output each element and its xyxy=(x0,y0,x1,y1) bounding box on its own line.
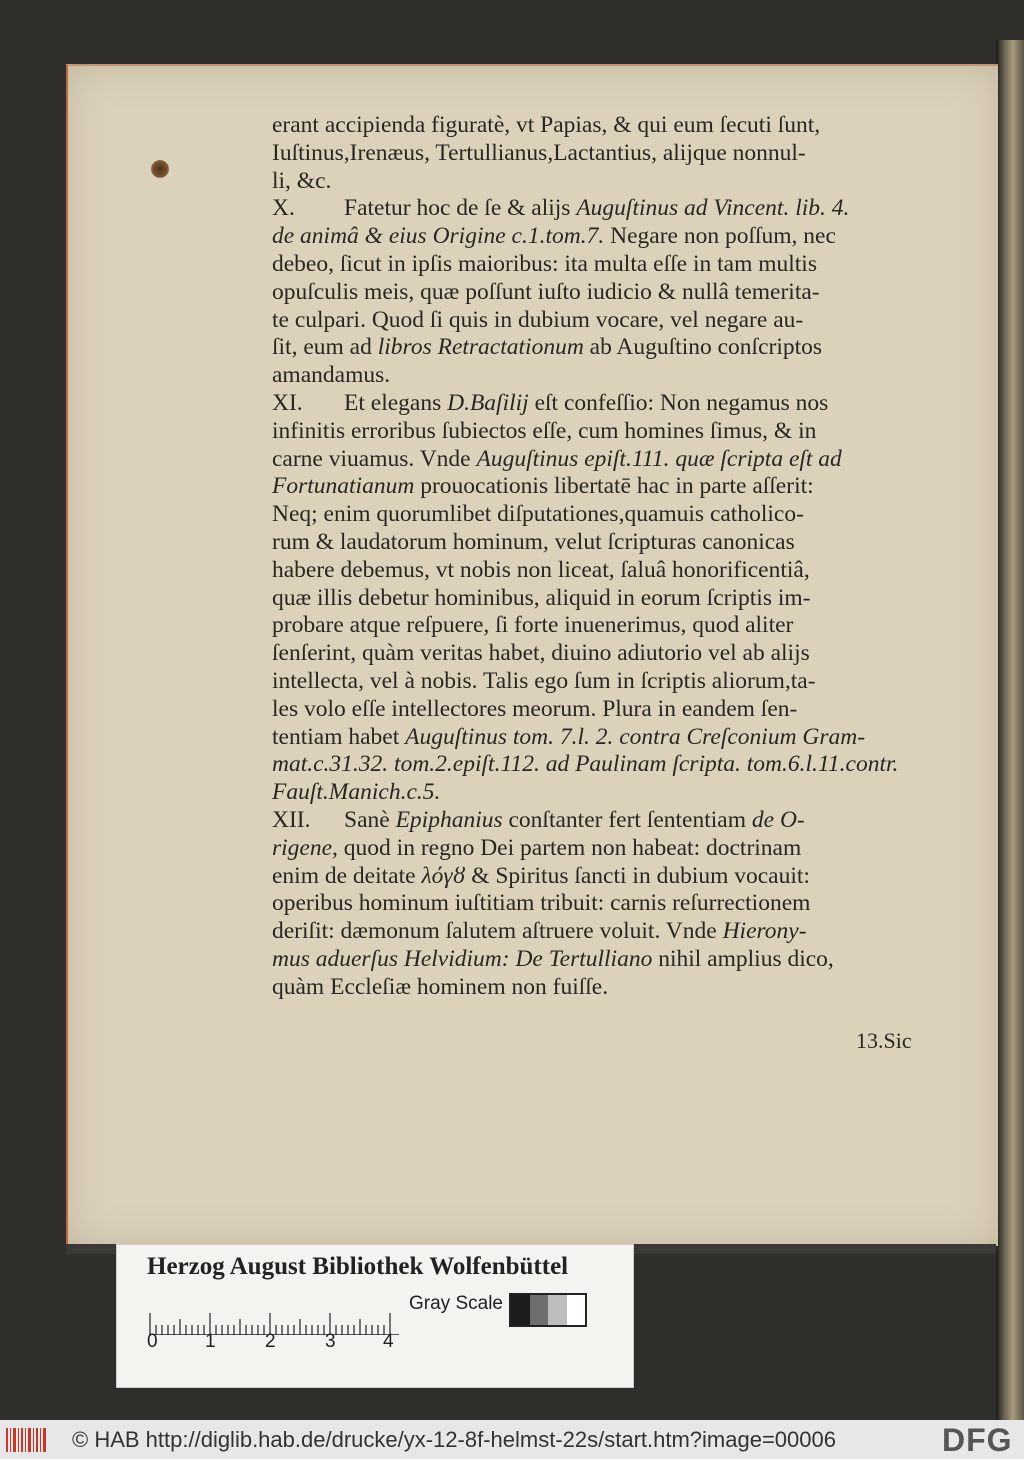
text-line xyxy=(272,946,922,974)
text-line: habere debemus, vt nobis non liceat, ſaluâ honorificentiâ, xyxy=(272,556,810,583)
text-span: conſtanter fert ſententiam xyxy=(502,806,752,833)
text-span: prouocationis libertatē hac in parte aſſerit: xyxy=(414,473,814,500)
text-span: deriſit: dæmonum ſalutem aſtruere voluit. Vnde xyxy=(272,918,723,945)
gray-scale-label: Gray Scale xyxy=(409,1293,503,1314)
text-line: amandamus. xyxy=(272,362,391,389)
italic-reference: D.Baſilij xyxy=(447,389,529,416)
catchword: 13.Sic xyxy=(856,1028,912,1053)
text-line xyxy=(272,863,922,891)
paragraph-number: XII. xyxy=(272,806,311,833)
text-line: operibus hominum iuſtitiam tribuit: carnis reſurrectionem xyxy=(272,890,811,917)
paragraph-xii-line xyxy=(272,807,922,835)
text-span: Negare non poſſum, nec xyxy=(604,223,836,250)
book-spine-edge xyxy=(996,40,1024,1420)
italic-reference: rigene, xyxy=(272,834,338,861)
text-line: Iuſtinus,Irenæus, Tertullianus,Lactantius, alijque nonnul- xyxy=(272,139,806,166)
ruler-number: 2 xyxy=(265,1331,276,1352)
text-line: les volo eſſe intellectores meorum. Plura in eandem ſen- xyxy=(272,695,798,722)
italic-reference: Auguſtinus epiſt.111. quæ ſcripta eſt ad xyxy=(476,445,842,472)
italic-reference: Epiphanius xyxy=(395,806,503,833)
text-line: debeo, ſicut in ipſis maioribus: ita multa eſſe in tam multis xyxy=(272,250,817,277)
text-line: ſenſerint, quàm veritas habet, diuino adiutorio vel ab alijs xyxy=(272,640,810,667)
text-line: erant accipienda figuratè, vt Papias, & qui eum ſecuti ſunt, xyxy=(272,112,821,138)
text-span: nihil amplius dico, xyxy=(652,945,834,972)
text-line: rum & laudatorum hominum, velut ſcripturas canonicas xyxy=(272,528,795,555)
text-line xyxy=(272,223,922,251)
ruler-number: 4 xyxy=(383,1331,394,1352)
text-line xyxy=(272,446,922,474)
source-url[interactable]: © HAB http://diglib.hab.de/drucke/yx-12-8f-helmst-22s/start.htm?image=00006 xyxy=(72,1427,836,1452)
paragraph-number: XI. xyxy=(272,389,303,416)
page-text xyxy=(272,112,922,1002)
text-line: probare atque reſpuere, ſi forte inuenerimus, quod aliter xyxy=(272,612,794,639)
text-line: li, &c. xyxy=(272,167,332,194)
text-span: tentiam habet xyxy=(272,723,406,750)
text-line xyxy=(272,334,922,362)
italic-reference: libros Retractationum xyxy=(377,334,584,361)
text-line: te culpari. Quod ſi quis in dubium vocare, vel negare au- xyxy=(272,306,804,333)
gray-swatch xyxy=(530,1295,549,1325)
text-line: infinitis erroribus ſubiectos eſſe, cum homines ſimus, & in xyxy=(272,417,817,444)
text-line: opuſculis meis, quæ poſſunt iuſto iudicio & nullâ temerita- xyxy=(272,278,820,305)
text-span: Et elegans xyxy=(344,389,448,416)
text-line: Neq; enim quorumlibet diſputationes,quamuis catholico- xyxy=(272,501,804,528)
ruler-number: 3 xyxy=(325,1331,336,1352)
italic-reference: mat.c.31.32. tom.2.epiſt.112. ad Paulinam ſcripta. tom.6.l.11.contr. xyxy=(272,751,899,778)
barcode-icon xyxy=(6,1428,48,1452)
text-span: carne viuamus. Vnde xyxy=(272,445,477,472)
paragraph-number: X. xyxy=(272,195,295,222)
italic-reference: Hierony- xyxy=(722,918,807,945)
italic-reference: de O- xyxy=(751,806,805,833)
italic-reference: Fauſt.Manich.c.5. xyxy=(272,779,441,806)
gray-swatch xyxy=(548,1295,567,1325)
gray-swatch xyxy=(511,1295,530,1325)
text-span: ſit, eum ad xyxy=(272,334,378,361)
ruler-icon xyxy=(149,1295,399,1335)
text-span: Fatetur hoc de ſe & alijs xyxy=(344,195,577,222)
dfg-logo: DFG xyxy=(942,1422,1013,1458)
greek-word: λόγȣ xyxy=(421,862,466,889)
italic-reference: de animâ & eius Origine c.1.tom.7. xyxy=(272,223,605,250)
text-span: ab Auguſtino conſcriptos xyxy=(583,334,823,361)
library-name: Herzog August Bibliothek Wolfenbüttel xyxy=(147,1253,569,1280)
text-span: eſt confeſſio: Non negamus nos xyxy=(528,389,829,416)
ruler-number: 1 xyxy=(205,1331,216,1352)
paragraph-x-line xyxy=(272,195,922,223)
gray-swatch xyxy=(567,1295,586,1325)
text-span: Sanè xyxy=(344,806,396,833)
text-span: quod in regno Dei partem non habeat: doctrinam xyxy=(337,834,802,861)
text-span: enim de deitate xyxy=(272,862,422,889)
italic-reference: Auguſtinus ad Vincent. lib. 4. xyxy=(576,195,850,222)
library-color-card xyxy=(116,1244,634,1388)
text-line: quæ illis debetur hominibus, aliquid in eorum ſcriptis im- xyxy=(272,584,811,611)
italic-reference: Auguſtinus tom. 7.l. 2. contra Creſconium Gram- xyxy=(405,723,866,750)
text-line: intellecta, vel à nobis. Talis ego ſum in ſcriptis aliorum,ta- xyxy=(272,667,816,694)
ruler-number: 0 xyxy=(147,1331,158,1352)
ruler-numbers xyxy=(145,1331,405,1357)
text-line xyxy=(272,918,922,946)
text-span: & Spiritus ſancti in dubium vocauit: xyxy=(465,862,810,889)
gray-scale-swatches xyxy=(509,1293,587,1327)
text-line xyxy=(272,835,922,863)
text-line xyxy=(272,724,922,752)
italic-reference: mus aduerſus Helvidium: De Tertulliano xyxy=(272,945,653,972)
footer-bar xyxy=(0,1420,1024,1459)
text-line xyxy=(272,473,922,501)
paragraph-xi-line xyxy=(272,390,922,418)
italic-reference: Fortunatianum xyxy=(272,473,415,500)
text-line: quàm Eccleſiæ hominem non fuiſſe. xyxy=(272,973,609,1000)
ink-stain xyxy=(151,160,169,178)
